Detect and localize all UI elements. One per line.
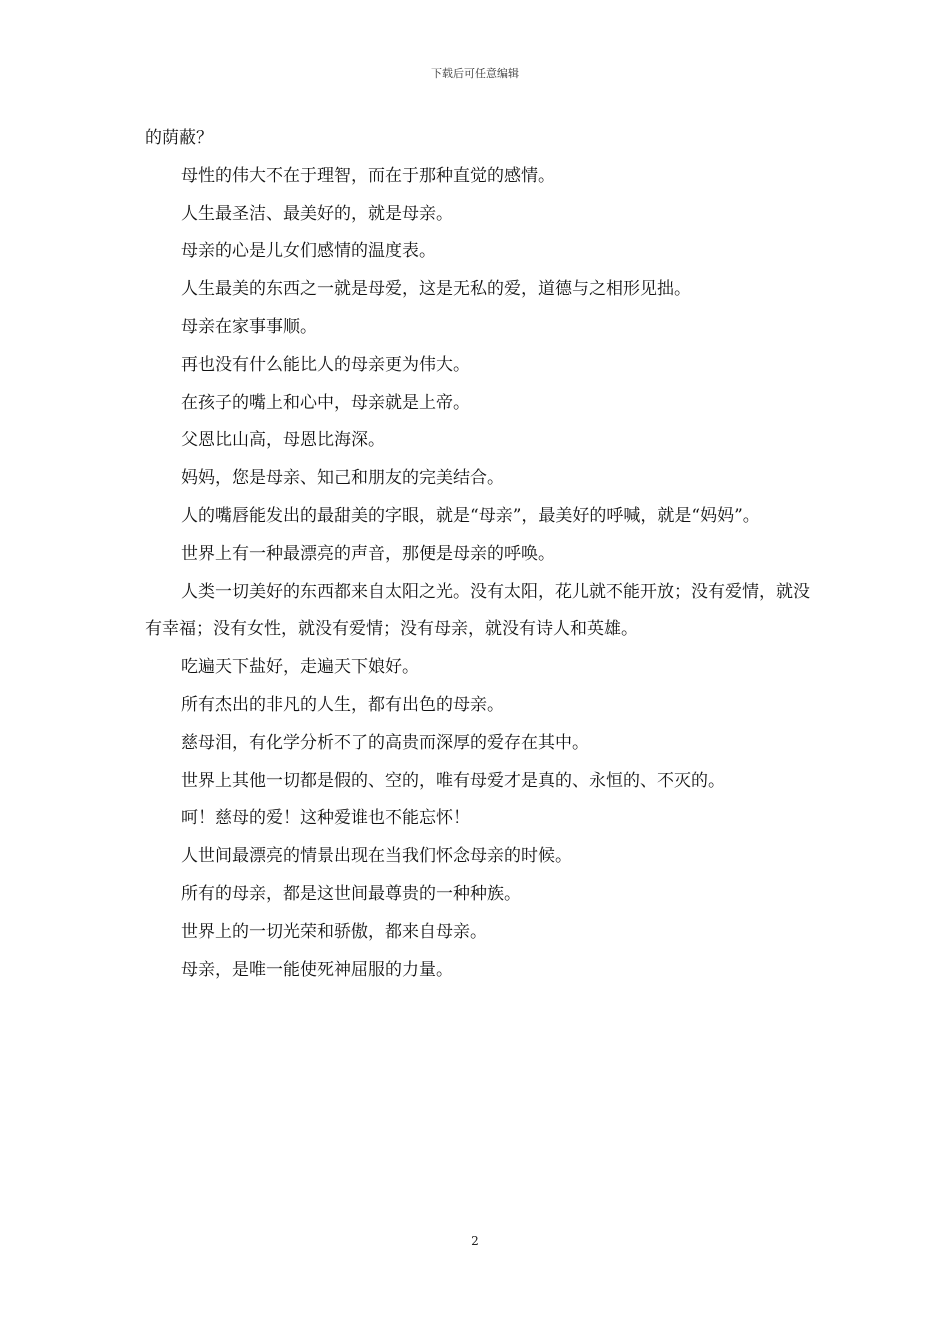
paragraph: 世界上的一切光荣和骄傲，都来自母亲。 — [181, 921, 487, 942]
paragraph: 人生最圣洁、最美好的，就是母亲。 — [181, 203, 453, 224]
paragraph: 妈妈，您是母亲、知己和朋友的完美结合。 — [181, 468, 504, 489]
paragraph: 人的嘴唇能发出的最甜美的字眼，就是“母亲”，最美好的呼喊，就是“妈妈”。 — [181, 505, 760, 526]
paragraph: 人生最美的东西之一就是母爱，这是无私的爱，道德与之相形见拙。 — [181, 279, 691, 300]
paragraph: 世界上其他一切都是假的、空的，唯有母爱才是真的、永恒的、不灭的。 — [181, 770, 725, 791]
paragraph: 母亲的心是儿女们感情的温度表。 — [181, 241, 436, 262]
document-body — [145, 120, 810, 989]
paragraph-continuation: 的荫蔽？ — [145, 128, 213, 148]
paragraph: 所有的母亲，都是这世间最尊贵的一种种族。 — [181, 883, 521, 904]
paragraph: 人类一切美好的东西都来自太阳之光。没有太阳，花儿就不能开放；没有爱情，就没有幸福；没有女性，就没有爱情；没有母亲，就没有诗人和英雄。 — [145, 581, 810, 640]
paragraph: 再也没有什么能比人的母亲更为伟大。 — [181, 354, 470, 375]
page-number: 2 — [471, 1234, 479, 1248]
paragraph: 吃遍天下盐好，走遍天下娘好。 — [181, 657, 419, 678]
paragraph: 呵！慈母的爱！这种爱谁也不能忘怀！ — [181, 808, 470, 829]
paragraph: 母亲在家事事顺。 — [181, 316, 317, 337]
paragraph: 慈母泪，有化学分析不了的高贵而深厚的爱存在其中。 — [181, 732, 589, 753]
page-header: 下载后可任意编辑 — [431, 67, 519, 80]
paragraph: 母亲，是唯一能使死神屈服的力量。 — [181, 959, 453, 980]
paragraph: 人世间最漂亮的情景出现在当我们怀念母亲的时候。 — [181, 846, 572, 867]
paragraph: 世界上有一种最漂亮的声音，那便是母亲的呼唤。 — [181, 543, 555, 564]
paragraph: 母性的伟大不在于理智，而在于那种直觉的感情。 — [181, 165, 555, 186]
paragraph: 在孩子的嘴上和心中，母亲就是上帝。 — [181, 392, 470, 413]
paragraph: 所有杰出的非凡的人生，都有出色的母亲。 — [181, 694, 504, 715]
paragraph: 父恩比山高，母恩比海深。 — [181, 430, 385, 451]
